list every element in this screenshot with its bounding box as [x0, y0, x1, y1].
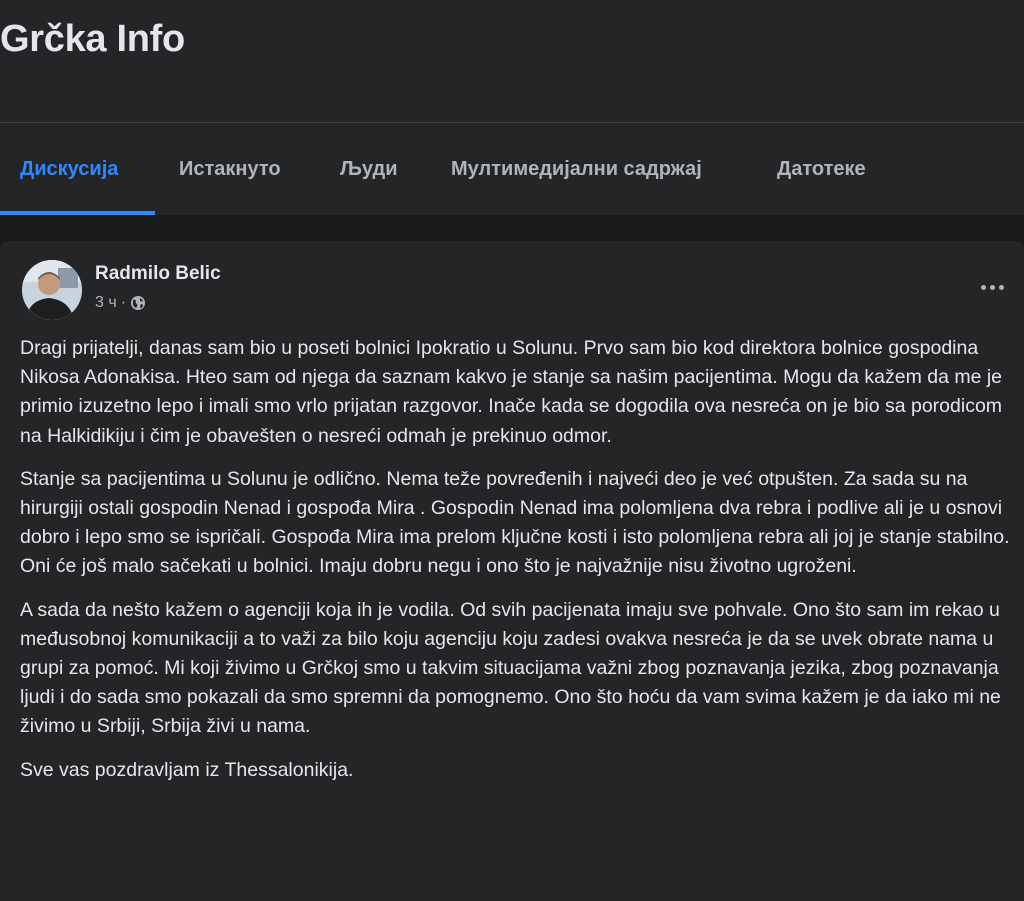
post-meta [95, 294, 146, 312]
more-dots-icon [981, 285, 986, 290]
tab-discussion[interactable]: Дискусија [20, 158, 119, 180]
post-paragraph: Stanje sa pacijentima u Solunu je odlično. Nema teže povređenih i najveći deo je već otpušten. Za sada su na hirurgiji ostali gospodin Nenad i gospođa Mira . Gospodin Nenad ima polomljena dva rebra i podlive ali je u osnovi dobro i lepo smo se ispričali. Gospođa Mira ima prelom ključne kosti i isto polomljena rebra ali joj je stanje stabilno. Oni će još malo sačekati u bolnici. Imaju dobru negu i ono što je najvažnije nisu životno ugroženi. [20, 467, 1010, 578]
tab-media[interactable]: Мултимедијални садржај [451, 158, 702, 180]
post-card [0, 241, 1024, 901]
post-paragraph: Dragi prijatelji, danas sam bio u poseti bolnici Ipokratio u Solunu. Prvo sam bio kod direktora bolnice gospodina Nikosa Adonakisa. Hteo sam od njega da saznam kakvo je stanje sa našim pacijentima. Mogu da kažem da me je primio izuzetno lepo i imali smo vrlo prijatan razgovor. Inače kada se dogodila ova nesreća on je bio sa porodicom na Halkidikiju i čim je obavešten o nesreći odmah je prekinuo odmor. [20, 337, 1003, 447]
meta-separator: · [120, 294, 127, 311]
post-paragraph: A sada da nešto kažem o agenciji koja ih je vodila. Od svih pacijenata imaju sve pohvale. Ono što sam im rekao u međusobnoj komunikaciji a to važi za bilo koju agenciju koju zadesi ovakva nesreća je da se uvek obrate nama u grupi za pomoć. Mi koji živimo u Grčkoj smo u takvim situacijama važni zbog poznavanja jezika, zbog poznavanja ljudi i do sada smo pokazali da smo spremni da pomognemo. Ono što hoću da vam svima kažem je da iako mi ne živimo u Srbiji, Srbija živi u nama. [20, 598, 1001, 738]
more-dot [990, 285, 995, 290]
post-time[interactable]: 3 ч [95, 294, 117, 311]
active-tab-indicator [0, 211, 155, 215]
group-header [0, 0, 1024, 215]
author-avatar[interactable] [22, 260, 82, 320]
more-dot [999, 285, 1004, 290]
tab-bar [0, 123, 1024, 215]
avatar-photo [22, 260, 82, 320]
tab-people[interactable]: Људи [340, 158, 398, 180]
tab-files[interactable]: Датотеке [777, 158, 866, 180]
author-name[interactable]: Radmilo Belic [95, 263, 221, 284]
more-options-button[interactable] [968, 271, 1016, 303]
globe-icon [130, 295, 146, 311]
group-title[interactable]: Grčka Info [0, 18, 185, 60]
tab-featured[interactable]: Истакнуто [179, 158, 281, 180]
post-paragraph: Sve vas pozdravljam iz Thessalonikija. [20, 758, 354, 781]
post-text [20, 334, 1020, 799]
